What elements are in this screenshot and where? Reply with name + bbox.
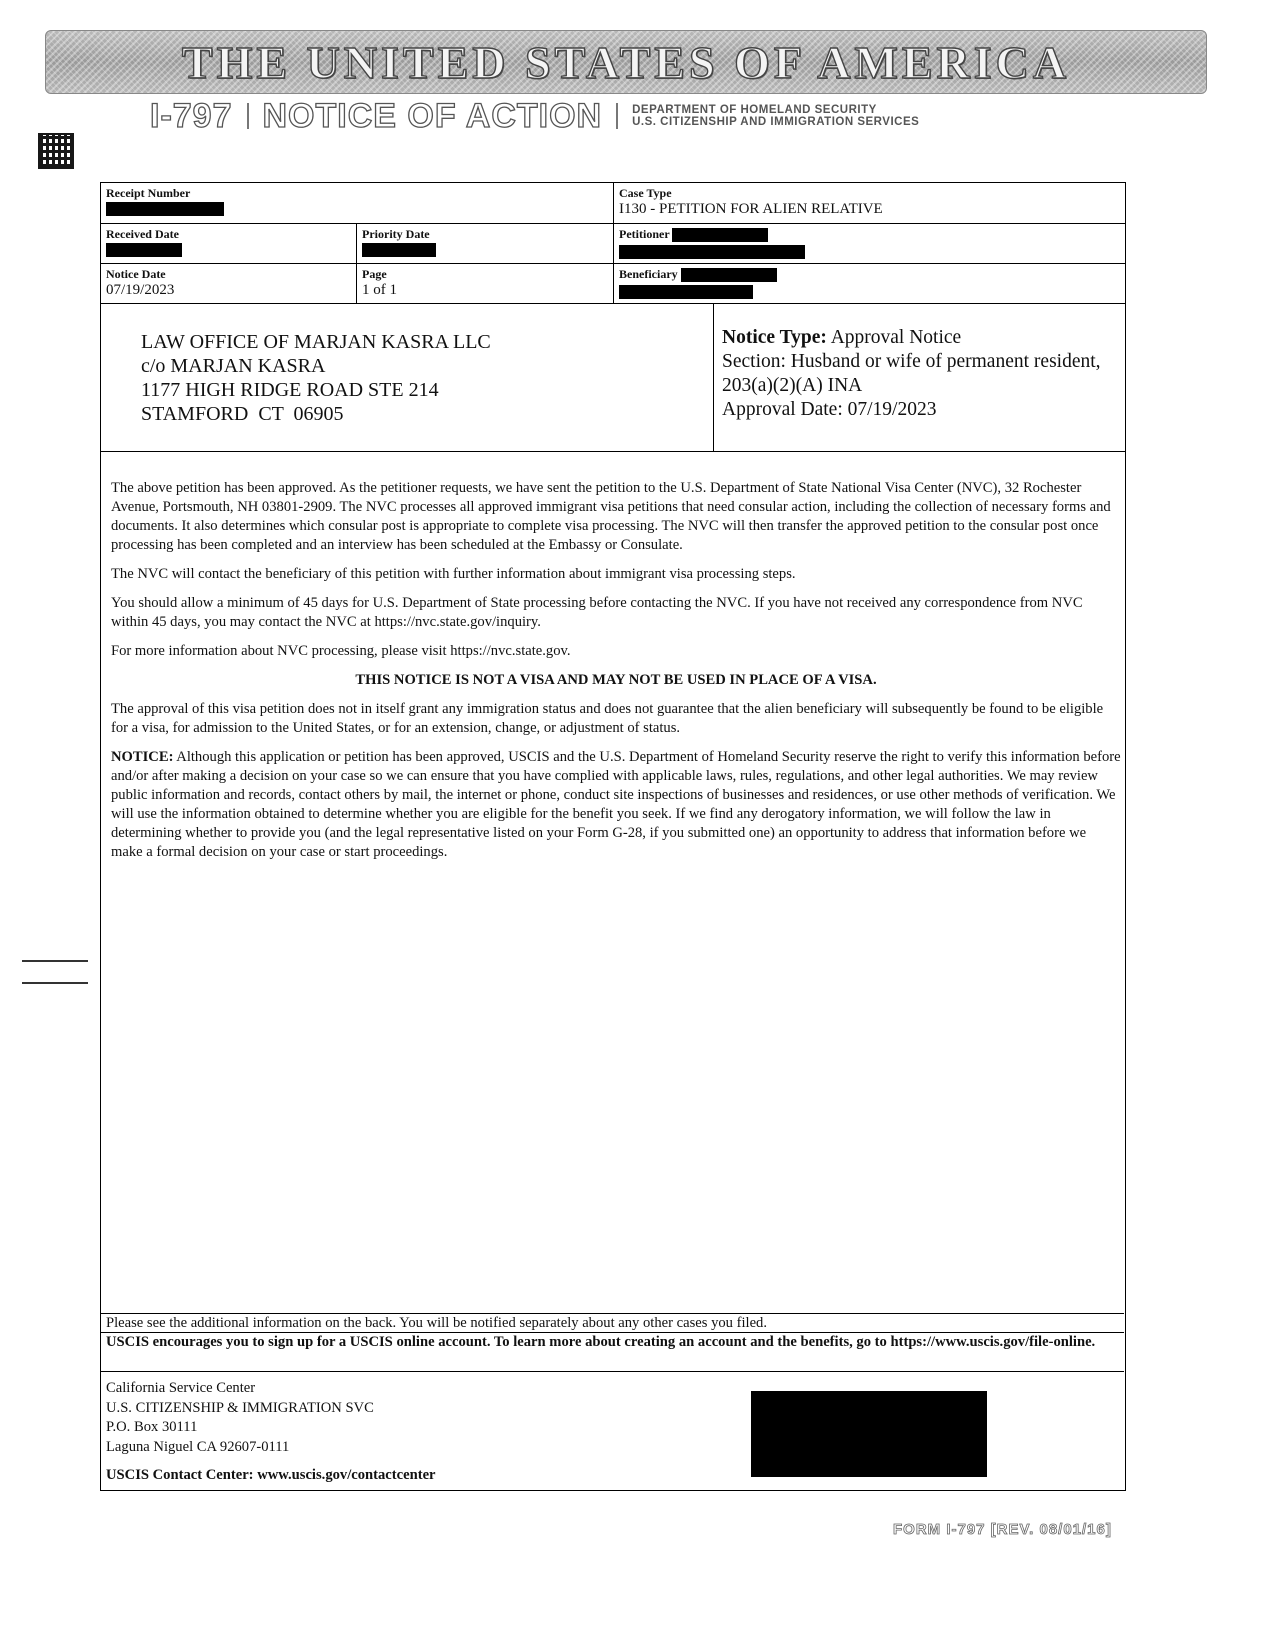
barcode-icon — [38, 133, 74, 169]
redaction-bar — [106, 202, 224, 216]
case-type-cell — [614, 183, 1125, 224]
paragraph: For more information about NVC processing, please visit https://nvc.state.gov. — [111, 643, 571, 659]
notice-type-cell — [714, 304, 1125, 452]
paragraph: The approval of this visa petition does not in itself grant any immigration status and does not guarantee that the alien beneficiary will subsequently be found to be eligible for a visa, for admission to the United States, or for an extension, change, or adjustment of status. — [111, 701, 1104, 736]
department-block — [632, 104, 919, 128]
fold-mark — [22, 960, 88, 962]
petitioner-cell — [614, 224, 1125, 264]
redaction-bar — [619, 245, 805, 259]
form-revision: FORM I-797 [REV. 08/01/16] — [893, 1521, 1112, 1538]
service-center-address — [106, 1379, 374, 1457]
petitioner-label: Petitioner — [619, 227, 670, 241]
notice-type-label: Notice Type: — [722, 327, 827, 348]
notice-frame — [100, 182, 1126, 1491]
notice-date-cell — [101, 264, 357, 304]
priority-date-cell — [357, 224, 614, 264]
notice-date-value: 07/19/2023 — [106, 282, 175, 298]
notice-date-label: Notice Date — [106, 267, 166, 281]
address-line: U.S. CITIZENSHIP & IMMIGRATION SVC — [106, 1399, 374, 1416]
department-line: DEPARTMENT OF HOMELAND SECURITY — [632, 104, 877, 116]
case-type-label: Case Type — [619, 186, 672, 200]
notice-type-block — [722, 326, 1101, 422]
fold-mark — [22, 982, 88, 984]
address-line: P.O. Box 30111 — [106, 1419, 198, 1435]
paragraph: The above petition has been approved. As the petitioner requests, we have sent the petition to the U.S. Department of State National Visa Center (NVC), 32 Rochester Avenue, Portsmouth, NH 03801-2909. The NVC processes all approved immigrant visa petitions that need consular action, including the collection of necessary forms and documents. It also determines which consular post is appropriate to complete visa processing. The NVC will then transfer the approved petition to the consular post once processing has been completed and an interview has been scheduled at the Embassy or Consulate. — [111, 480, 1111, 553]
divider — [247, 103, 249, 129]
address-line: STAMFORD CT 06905 — [141, 403, 344, 425]
page-value: 1 of 1 — [362, 282, 397, 298]
notice-body — [111, 479, 1121, 872]
mailing-address-cell — [101, 304, 714, 452]
page-cell — [357, 264, 614, 304]
address-line: California Service Center — [106, 1380, 256, 1396]
received-date-cell — [101, 224, 357, 264]
visa-warning: THIS NOTICE IS NOT A VISA AND MAY NOT BE USED IN PLACE OF A VISA. — [355, 672, 877, 688]
address-line: LAW OFFICE OF MARJAN KASRA LLC — [141, 331, 491, 353]
contact-url: www.uscis.gov/contactcenter — [257, 1467, 436, 1483]
redaction-bar — [106, 243, 182, 257]
priority-date-label: Priority Date — [362, 227, 430, 241]
page-label: Page — [362, 267, 387, 281]
beneficiary-cell — [614, 264, 1125, 304]
form-title: NOTICE OF ACTION — [262, 96, 603, 135]
case-type-value: I130 - PETITION FOR ALIEN RELATIVE — [619, 201, 883, 217]
notice-label: NOTICE: — [111, 749, 174, 765]
paragraph: The NVC will contact the beneficiary of this petition with further information about immigrant visa processing steps. — [111, 566, 796, 582]
redaction-bar — [672, 228, 768, 242]
notice-type-value: Approval Notice — [830, 327, 962, 348]
redaction-bar — [362, 243, 436, 257]
contact-center — [106, 1467, 436, 1484]
redaction-box — [751, 1391, 987, 1477]
form-number: I-797 — [150, 96, 233, 135]
address-line: Laguna Niguel CA 92607-0111 — [106, 1438, 290, 1455]
divider — [616, 103, 618, 129]
section-line: 203(a)(2)(A) INA — [722, 375, 863, 396]
agency-line: U.S. CITIZENSHIP AND IMMIGRATION SERVICES — [632, 116, 920, 128]
banner-title: THE UNITED STATES OF AMERICA — [181, 36, 1071, 88]
mailing-address — [141, 330, 491, 426]
address-line: c/o MARJAN KASRA — [141, 355, 326, 377]
paragraph: You should allow a minimum of 45 days for U.S. Department of State processing before contacting the NVC. If you have not received any correspondence from NVC within 45 days, you may contact the NVC at https://nvc.state.gov/inquiry. — [111, 595, 1083, 630]
form-header — [150, 96, 919, 136]
contact-label: USCIS Contact Center: — [106, 1467, 254, 1483]
receipt-number-cell — [101, 183, 614, 224]
received-date-label: Received Date — [106, 227, 179, 241]
additional-info: Please see the additional information on the back. You will be notified separately about any other cases you filed. — [101, 1313, 1124, 1332]
redaction-bar — [619, 285, 753, 299]
paragraph: Although this application or petition has been approved, USCIS and the U.S. Department of Homeland Security reserve the right to verify this information before and/or after making a decision on your case so we can ensure that you have complied with applicable laws, rules, regulations, and other legal authorities. We may review public information and records, contact others by mail, the internet or phone, conduct site inspections of businesses and residences, or use other methods of verification. We will use the information obtained to determine whether you are eligible for the benefit you seek. If we find any derogatory information, we will follow the law in determining whether to provide you (and the legal representative listed on your Form G-28, if you submitted one) an opportunity to address that information before we make a formal decision on your case or start proceedings. — [111, 749, 1121, 860]
address-line: 1177 HIGH RIDGE ROAD STE 214 — [141, 379, 439, 401]
approval-date: Approval Date: 07/19/2023 — [722, 399, 937, 420]
banner — [45, 30, 1207, 94]
redaction-bar — [681, 268, 777, 282]
section-line: Section: Husband or wife of permanent resident, — [722, 351, 1101, 372]
receipt-number-label: Receipt Number — [106, 186, 191, 200]
online-account-note: USCIS encourages you to sign up for a USCIS online account. To learn more about creating an account and the benefits, go to https://www.uscis.gov/file-online. — [101, 1332, 1124, 1372]
beneficiary-label: Beneficiary — [619, 267, 678, 281]
